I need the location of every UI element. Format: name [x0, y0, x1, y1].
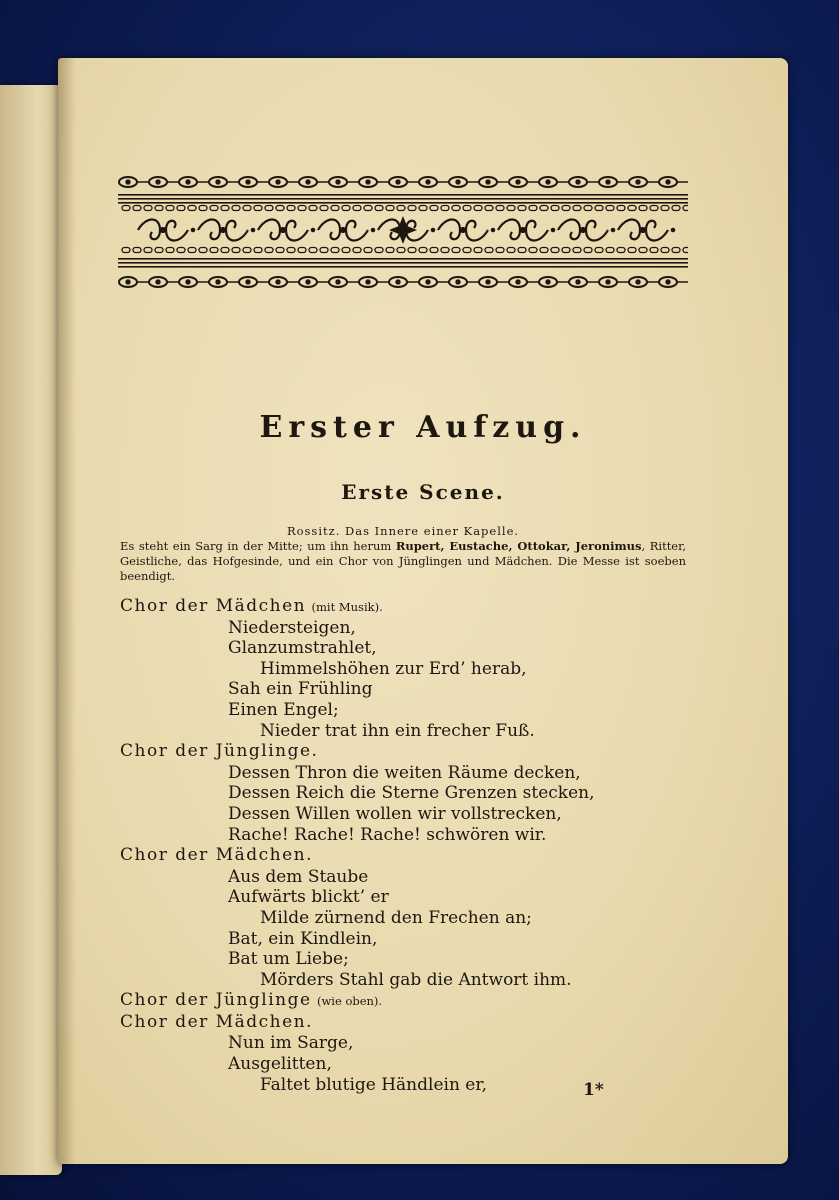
- verse-line: Ausgelitten,: [228, 1054, 332, 1075]
- page-gutter-shadow: [58, 58, 76, 1164]
- stage-direction-body: [120, 539, 686, 584]
- verse-line: Bat um Liebe;: [228, 949, 349, 970]
- scene-title: Erste Scene.: [341, 480, 505, 504]
- verse-line: Nieder trat ihn ein frecher Fuß.: [260, 720, 535, 741]
- verse-line: Milde zürnend den Frechen an;: [260, 907, 532, 928]
- ornament-header-band: [118, 170, 688, 290]
- stage-direction-part2: , Ritter, Geistliche, das Hofgesinde, und ein Chor von Jünglingen und Mädchen. Die Messe ist soeben beendigt.: [120, 539, 687, 583]
- speaker-line: [120, 845, 680, 867]
- stage-direction-names: Rupert, Eustache, Ottokar, Jeronimus: [395, 539, 642, 553]
- verse-line: Dessen Willen wollen wir vollstrecken,: [228, 803, 562, 824]
- speaker-line: [120, 741, 680, 763]
- verse-line: Einen Engel;: [228, 699, 339, 720]
- signature-mark: 1*: [583, 1080, 604, 1100]
- verse-line: Glanzumstrahlet,: [228, 638, 377, 659]
- verse-line: Faltet blutige Händlein er,: [260, 1074, 488, 1095]
- verse-line: Dessen Thron die weiten Räume decken,: [228, 762, 581, 783]
- act-title: Erster Aufzug.: [259, 410, 587, 445]
- speaker-name: Chor der Jünglinge.: [120, 741, 319, 762]
- speaker-line: [120, 596, 680, 618]
- speaker-note: (mit Musik).: [311, 600, 383, 614]
- stage-direction: [120, 524, 686, 584]
- facing-page-edge: [0, 85, 62, 1175]
- speaker-name: Chor der Mädchen.: [120, 1011, 314, 1032]
- verse-line: Dessen Reich die Sterne Grenzen stecken,: [228, 783, 595, 804]
- stage-direction-part1: Es steht ein Sarg in der Mitte; um ihn herum: [120, 539, 396, 553]
- speaker-line: [120, 990, 680, 1012]
- book-page: [58, 58, 788, 1164]
- speaker-line: [120, 1012, 680, 1034]
- stage-direction-location: Rossitz. Das Innere einer Kapelle.: [286, 524, 520, 538]
- verse-line: Nun im Sarge,: [228, 1033, 354, 1054]
- speaker-note: (wie oben).: [316, 994, 383, 1009]
- verse-line: Bat, ein Kindlein,: [228, 928, 378, 949]
- verse-line: Aufwärts blickt’ er: [228, 887, 389, 908]
- verse-lines: [120, 596, 680, 1095]
- verse-line: Rache! Rache! Rache! schwören wir.: [228, 824, 547, 845]
- speaker-name: Chor der Jünglinge: [120, 990, 312, 1011]
- speaker-name: Chor der Mädchen.: [120, 845, 314, 866]
- verse-line: Sah ein Frühling: [228, 679, 373, 700]
- speaker-name: Chor der Mädchen: [120, 596, 307, 616]
- verse-line: Himmelshöhen zur Erd’ herab,: [260, 658, 527, 679]
- verse-line: Aus dem Staube: [228, 866, 369, 887]
- verse-line: Niedersteigen,: [228, 617, 356, 638]
- verse-line: Mörders Stahl gab die Antwort ihm.: [260, 969, 572, 990]
